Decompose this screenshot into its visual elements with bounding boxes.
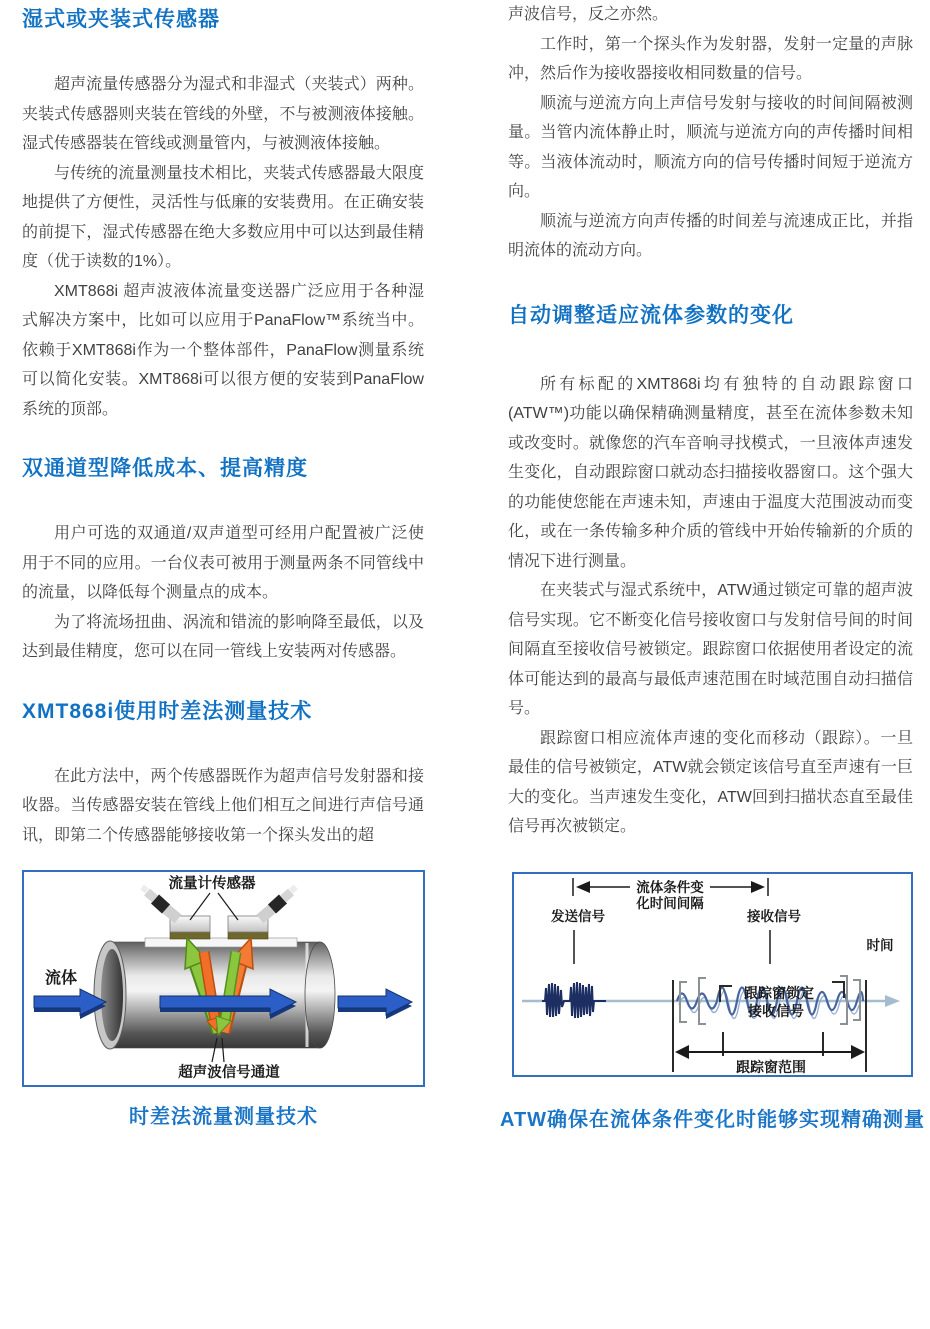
range-arrowhead-left (675, 1045, 689, 1059)
paragraph: 所有标配的XMT868i均有独特的自动跟踪窗口(ATW™)功能以确保精确测量精度，甚至在流体参数未知或改变时。就像您的汽车音响寻找模式，一旦液体声速发生变化，自动跟踪窗口就动态扫描接收器窗口。这个强大的功能使您能在声速未知，声速由于温度大范围波动而变化，或在一条传输多种介质的管线中开始传输新的介质的情况下进行测量。 (508, 375, 913, 570)
pipe-transducer-diagram (24, 872, 423, 1085)
paragraph: 用户可选的双通道/双声道型可经用户配置被广泛使用于不同的应用。一台仪表可被用于测量两条不同管线中的流量，以降低每个测量点的成本。 (22, 525, 424, 601)
label-interval-line2: 化时间间隔 (636, 896, 704, 911)
paragraph: 工作时，第一个探头作为发射器，发射一定量的声脉冲，然后作为接收器接收相同数量的信号。 (508, 35, 913, 82)
figure-atw-diagram (512, 872, 913, 1077)
label-window-range: 跟踪窗范围 (736, 1059, 806, 1075)
paragraph: XMT868i 超声波液体流量变送器广泛应用于各种湿式解决方案中，比如可以应用于PanaFlow™系统当中。依赖于XMT868i作为一个整体部件，PanaFlow测量系统可以简化安装。XMT868i可以很方便的安装到PanaFlow系统的顶部。 (22, 282, 424, 418)
paragraph: 为了将流场扭曲、涡流和错流的影响降至最低，以及达到最佳精度，您可以在同一管线上安装两对传感器。 (22, 613, 424, 660)
arrowhead-right (751, 881, 765, 893)
label-signal-path: 超声波信号通道 (178, 1065, 280, 1081)
paragraph: 与传统的流量测量技术相比，夹装式传感器最大限度地提供了方便性，灵活性与低廉的安装费用。在正确安装的前提下，湿式传感器在绝大多数应用中可以达到最佳精度（优于读数的1%）。 (22, 164, 424, 270)
left-column (22, 6, 424, 850)
right-column (508, 0, 913, 842)
window-range-annotation (675, 1032, 865, 1075)
label-lock-line2: 接收信号 (748, 1003, 804, 1019)
paragraph: 跟踪窗口相应流体声速的变化而移动（跟踪）。一旦最佳的信号被锁定，ATW就会锁定该信号直至声速有一巨大的变化。当声速发生变化，ATW回到扫描状态直至最佳信号再次被锁定。 (508, 729, 913, 835)
paragraph: 在此方法中，两个传感器既作为超声信号发射器和接收器。当传感器安装在管线上他们相互之间进行声信号通讯，即第二个传感器能够接收第一个探头发出的超 (22, 767, 424, 844)
range-arrowhead-right (851, 1045, 865, 1059)
label-time: 时间 (866, 938, 894, 953)
section-heading-atw: 自动调整适应流体参数的变化 (508, 303, 794, 327)
label-send-signal: 发送信号 (551, 909, 605, 924)
paragraph: 在夹装式与湿式系统中，ATW通过锁定可靠的超声波信号实现。它不断变化信号接收窗口与发射信号间的时间间隔直至接收信号被锁定。跟踪窗口依据使用者设定的流体可能达到的最高与最低声速范围在时域范围自动扫描信号。 (508, 582, 913, 717)
caption-transit-time: 时差法流量测量技术 (129, 1106, 318, 1128)
time-axis-arrowhead (885, 995, 900, 1007)
label-lock-line1: 跟踪窗锁定 (744, 985, 814, 1001)
section-heading-dual-channel: 双通道型降低成本、提高精度 (22, 457, 308, 480)
interval-annotation (573, 878, 768, 911)
section-heading-wetted-or-clamp-on: 湿式或夹装式传感器 (22, 8, 220, 31)
paragraph: 顺流与逆流方向声传播的时间差与流速成正比，并指明流体的流动方向。 (508, 212, 913, 259)
section-heading-transit-time: XMT868i使用时差法测量技术 (22, 699, 313, 723)
caption-atw: ATW确保在流体条件变化时能够实现精确测量 (500, 1109, 926, 1131)
label-fluid: 流体 (45, 970, 78, 987)
send-burst-waveform (542, 982, 606, 1018)
atw-timing-diagram (514, 874, 911, 1075)
transducer-cable-right (260, 887, 296, 919)
paragraph: 超声流量传感器分为湿式和非湿式（夹装式）两种。夹装式传感器则夹装在管线的外壁，不与被测液体接触。湿式传感器装在管线或测量管内，与被测液体接触。 (22, 76, 424, 152)
label-flow-sensor: 流量计传感器 (168, 876, 256, 892)
paragraph: 顺流与逆流方向上声信号发射与接收的时间间隔被测量。当管内流体静止时，顺流与逆流方向的声传播时间相等。当液体流动时，顺流方向的信号传播时间短于逆流方向。 (508, 94, 913, 200)
label-interval-line1: 流体条件变 (636, 880, 704, 895)
figure-transit-time-diagram (22, 870, 425, 1087)
label-receive-signal: 接收信号 (747, 909, 801, 924)
paragraph-continuation: 声波信号，反之亦然。 (508, 6, 669, 23)
arrowhead-left (576, 881, 590, 893)
